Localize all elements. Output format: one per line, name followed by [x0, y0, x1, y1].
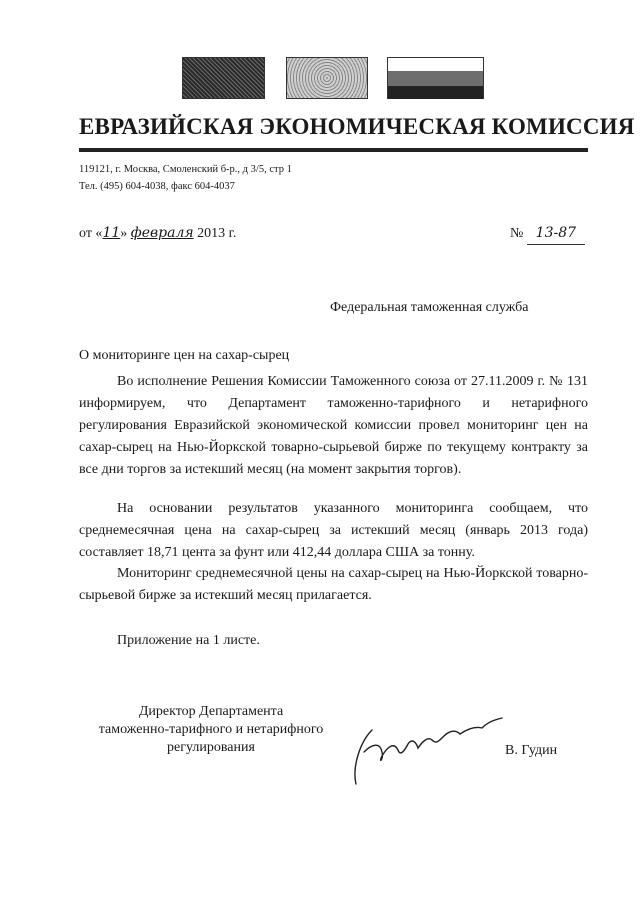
date-day: 11 [102, 225, 121, 241]
emblem-light [286, 57, 368, 99]
body-paragraph-1: Во исполнение Решения Комиссии Таможенного союза от 27.11.2009 г. № 131 информируем, что Департамент таможенно-тарифного и нетарифного регулирования Евразийской экономической комиссии провел мониторинг цен на сахар-сырец на Нью-Йоркской товарно-сырьевой бирже по текущему контракту за все дни торгов за истекший месяц (на момент закрытия торгов). [79, 374, 588, 477]
signatory-title: Директор Департамента таможенно-тарифного и нетарифного регулирования [98, 704, 324, 755]
address-line: 119121, г. Москва, Смоленский б-р., д 3/5, стр 1 [79, 164, 292, 175]
document-date: от «11» февраля 2013 г. [79, 225, 237, 241]
body-paragraph-2: На основании результатов указанного мониторинга сообщаем, что среднемесячная цена на сахар-сырец за истекший месяц (январь 2013 года) составляет 18,71 цента за фунт или 412,44 доллара США за тонну. [79, 501, 588, 560]
tricolor-flag [387, 57, 484, 99]
attachment-note: Приложение на 1 листе. [117, 633, 260, 648]
handwritten-signature [342, 712, 512, 792]
body-paragraph-3: Мониторинг среднемесячной цены на сахар-сырец на Нью-Йоркской товарно-сырьевой бирже за истекший месяц прилагается. [79, 566, 588, 603]
document-number-value: 13-87 [527, 222, 585, 245]
date-month: февраля [130, 225, 194, 241]
organization-title: ЕВРАЗИЙСКАЯ ЭКОНОМИЧЕСКАЯ КОМИССИЯ [79, 114, 635, 139]
subject-line: О мониторинге цен на сахар-сырец [79, 348, 290, 363]
document-number: № 13-87 [510, 222, 585, 245]
emblem-dark [182, 57, 265, 99]
header-rule [79, 148, 588, 152]
contacts-line: Тел. (495) 604-4038, факс 604-4037 [79, 181, 235, 192]
recipient: Федеральная таможенная служба [330, 300, 529, 315]
signer-name: В. Гудин [505, 743, 558, 758]
